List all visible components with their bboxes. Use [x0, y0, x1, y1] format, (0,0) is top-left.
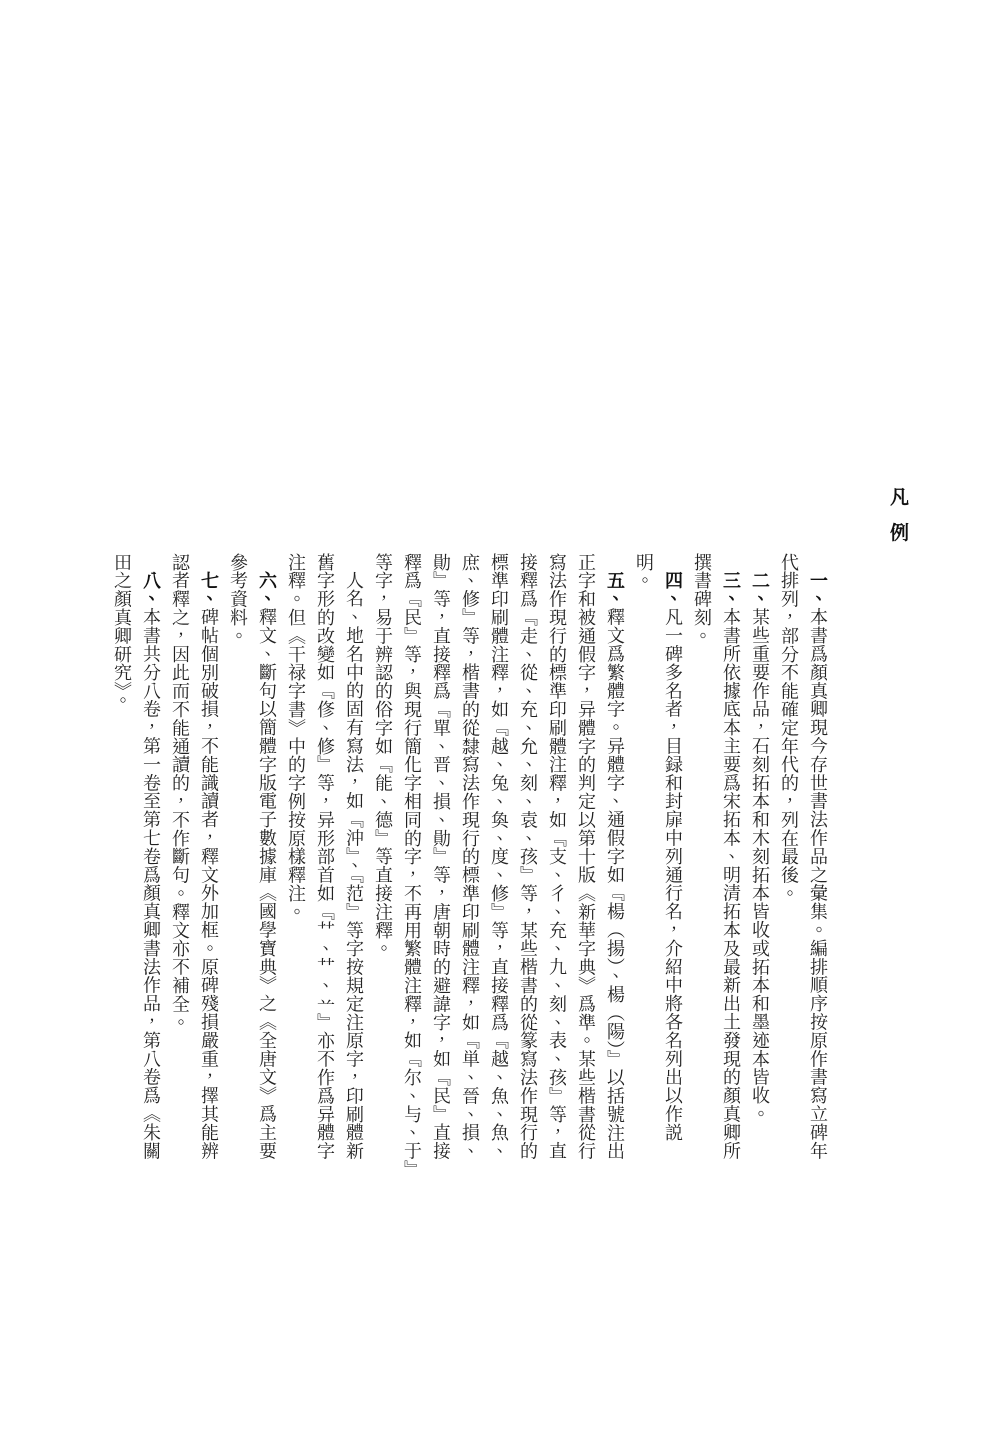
- list-item: [687, 553, 745, 1173]
- list-item: [368, 553, 629, 1173]
- item-number: 三、: [720, 571, 741, 608]
- item-text: 碑帖個別破損，不能識讀者，釋文外加框。原碑殘損嚴重，擇其能辨認者釋之，因此而不能通讀的，不作斷句。釋文亦不補全。: [169, 553, 219, 1160]
- item-text: 某些重要作品，石刻拓本和木刻拓本皆收或拓本和墨迹本皆收。: [749, 607, 770, 1124]
- item-number: 四、: [662, 571, 683, 608]
- item-text: 本書共分八卷，第一卷至第七卷爲顏真卿書法作品，第八卷爲《朱關田之顏真卿研究》。: [111, 553, 161, 1160]
- item-number: 六、: [256, 571, 277, 608]
- item-text: 釋文、斷句以簡體字版電子數據庫《國學寶典》之《全唐文》爲主要參考資料。: [227, 553, 277, 1160]
- page-title: 凡例: [887, 487, 909, 558]
- list-item: [629, 553, 687, 1173]
- item-number: 八、: [140, 571, 161, 608]
- list-item: [223, 553, 281, 1173]
- text-block: [107, 553, 832, 1173]
- item-text: 本書爲顏真卿現今存世書法作品之彙集。編排順序按原作書寫立碑年代排列，部分不能確定年代的，列在最後。: [778, 553, 828, 1160]
- item-number: 二、: [749, 571, 770, 608]
- item-text: 凡一碑多名者，目録和封扉中列通行名，介紹中將各名列出以作説明。: [633, 553, 683, 1142]
- list-item: [107, 553, 165, 1173]
- item-number: 七、: [198, 571, 219, 608]
- item-number: 一、: [807, 571, 828, 608]
- item-text: 本書所依據底本主要爲宋拓本、明清拓本及最新出土發現的顏真卿所撰書碑刻。: [691, 553, 741, 1160]
- list-item: [165, 553, 223, 1173]
- list-item: [774, 553, 832, 1173]
- item-text: 釋文爲繁體字。异體字、通假字如『楊（揚）、楊（陽）』以括號注出正字和被通假字，异體字的判定以第十版《新華字典》爲準。某些楷書從行寫法作現行的標準印刷體注釋，如『支、彳、充、九、刻、表、孩』等，直接釋爲『走、從、充、允、刻、袁、孩』等，某些楷書的從篆寫法作現行的標準印刷體注釋，如『越、兔、奐、度、修』等，直接釋爲『越、魚、魚、庶、修』等，楷書的從隸寫法作現行的標準印刷體注釋，如『単、晉、損、勛』等，直接釋爲『單、晋、損、勛』等，唐朝時的避諱字，如『民』直接釋爲『民』等，與現行簡化字相同的字，不再用繁體注釋，如『尔、与、于』等字，易于辨認的俗字如『能、德』等直接注釋。: [372, 553, 625, 1170]
- list-item: [281, 553, 368, 1173]
- item-number: 五、: [604, 571, 625, 608]
- list-item: [745, 553, 774, 1173]
- item-text: 人名、地名中的固有寫法，如『沖』、『范』等字按規定注原字，印刷體新舊字形的改變如『俢、修』等，异形部首如『艹、⺿、䒑』亦不作爲异體字注釋。但《干禄字書》中的字例按原樣釋注。: [285, 553, 364, 1161]
